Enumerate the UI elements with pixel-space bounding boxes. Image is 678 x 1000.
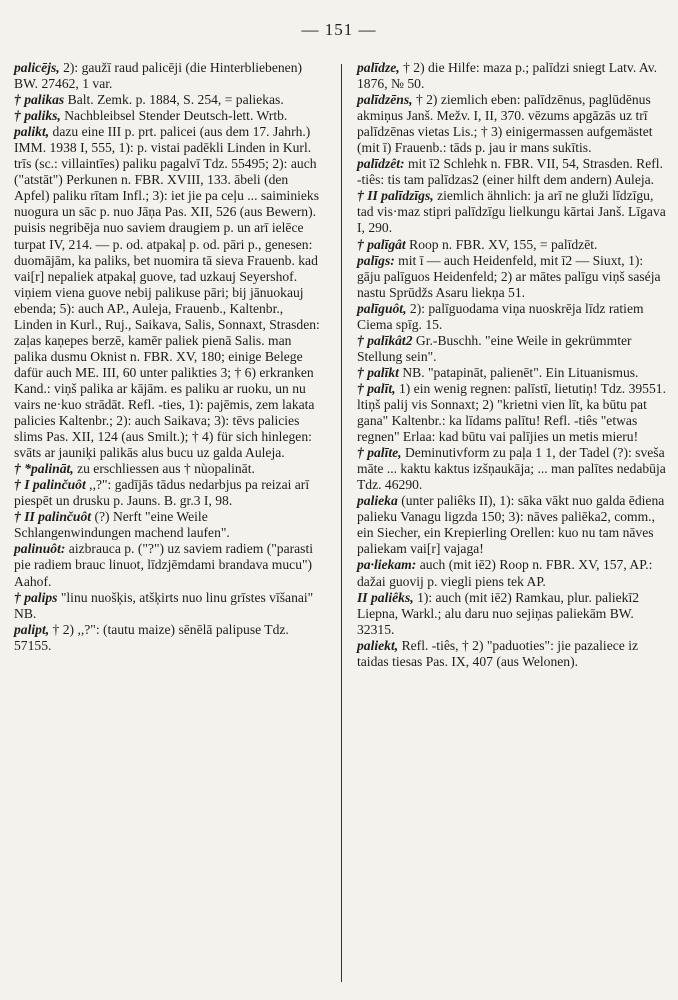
dictionary-entry <box>14 92 324 108</box>
dictionary-entry <box>357 92 669 156</box>
entry-headword: † palips <box>14 589 58 605</box>
entry-headword: † II palinčuôt <box>14 509 92 525</box>
dictionary-entry <box>357 445 669 493</box>
dictionary-entry <box>357 493 669 557</box>
entry-text: † 2) ziemlich eben: palīdzēnus, paglūdēnus akmiņus Janš. Mežv. I, II, 370. vēzums apgāzās uz trī palīdzēnas vietas Lis.; † 3) einigermassen aufgemästet (mit ī) Frauenb.: tāds p. jau ir mans sukītis. <box>357 92 653 156</box>
entry-headword: palīdzêt: <box>357 156 405 172</box>
dictionary-entry <box>14 108 324 124</box>
entry-text: auch (mit iē2) Roop n. FBR. XV, 157, AP.: dažai guovij p. viegli piens tek AP. <box>357 557 653 589</box>
entry-headword: † palīkt <box>357 364 399 380</box>
entry-text: 2): palīguodama viņa nuoskrēja līdz ratiem Ciema spīg. 15. <box>357 300 644 332</box>
dictionary-entry <box>357 301 669 333</box>
dictionary-entry <box>14 541 324 589</box>
entry-headword: † palikas <box>14 92 65 108</box>
entry-headword: palipt, <box>14 621 50 637</box>
dictionary-entry <box>357 590 669 638</box>
entry-text: mit ī2 Schlehk n. FBR. VII, 54, Strasden. Refl. -tiês: tis tam palīdzas2 (einer hilft dem andern) Auleja. <box>357 156 663 188</box>
entry-text: Deminutivform zu paļa 1 1, der Tadel (?): sveša māte ... kaktu kaktus izšņaukāja; ... man palītes nedabūja Tdz. 46290. <box>357 445 666 493</box>
entry-headword: † I palinčuôt <box>14 477 86 493</box>
dictionary-entry <box>14 622 324 654</box>
entry-text: 1): auch (mit iē2) Ramkau, plur. paliekī2 Liepna, Warkl.; alu daru nuo sejiņas paliekām BW. 32315. <box>357 589 640 637</box>
dictionary-entry <box>357 60 669 92</box>
entry-text: (?) Nerft "eine Weile Schlangenwindungen machend laufen". <box>14 509 230 541</box>
dictionary-entry <box>357 365 669 381</box>
entry-headword: palīdze, <box>357 60 400 75</box>
dictionary-entry <box>357 253 669 301</box>
entry-headword: palīdzēns, <box>357 92 413 108</box>
dictionary-entry <box>14 590 324 622</box>
entry-headword: † *palināt, <box>14 461 74 477</box>
dictionary-entry <box>14 124 324 461</box>
entry-text: Refl. -tiês, † 2) "paduoties": jie pazaliece iz taidas tiesas Pas. IX, 407 (aus Welonen). <box>357 637 638 669</box>
entry-text: 1) ein wenig regnen: palīstī, lietutiņ! Tdz. 39551. ltiņš palij vis Sonnaxt; 2) "krietni vien līt, ka būtu pat gana" Kaltenbr.: ka līdams palītu! Refl. -tiês "etwas regnen" Erlaa: kad būtu vai palījies un metis mieru! <box>357 380 666 445</box>
dictionary-entry <box>14 60 324 92</box>
entry-text: ,,?": gadījās tādus nedarbjus pa reizai arī piespēt un drusku p. Jauns. B. gr.3 I, 98. <box>14 477 310 509</box>
entry-text: NB. "patapināt, palienēt". Ein Lituanismus. <box>402 364 639 380</box>
entry-text: aizbrauca p. ("?") uz saviem radiem ("parasti pie radiem brauc linuot, līdzjēmdami brandava mucu") Aahof. <box>14 541 314 589</box>
entry-headword: palicējs, <box>14 60 60 75</box>
dictionary-entry <box>357 188 669 236</box>
entry-text: † 2) ,,?": (tautu maize) sēnēlā palipuse Tdz. 57155. <box>14 621 289 653</box>
entry-headword: palieka <box>357 493 398 509</box>
dictionary-entry <box>357 381 669 445</box>
entry-headword: † palīkât2 <box>357 332 413 348</box>
entry-headword: † palīgât <box>357 236 406 252</box>
entry-text: Gr.-Buschh. "eine Weile in gekrümmter Stellung sein". <box>357 332 632 364</box>
entry-text: (unter paliêks II), 1): sāka vākt nuo galda ēdiena palieku Vanagu ligzda 150; 3): nāves paliēka2, comm., ein Siecher, ein Krepierling Orellen: kuo nu tam nāves paliekam vai[r] vajaga! <box>357 493 665 557</box>
dictionary-entry <box>357 237 669 253</box>
column-divider <box>341 64 342 982</box>
dictionary-entry <box>14 509 324 541</box>
entry-text: zu erschliessen aus † nùopalināt. <box>77 461 255 477</box>
dictionary-entry <box>357 333 669 365</box>
entry-text: † 2) die Hilfe: maza p.; palīdzi sniegt Latv. Av. 1876, № 50. <box>357 60 658 92</box>
right-column <box>357 60 669 670</box>
dictionary-entry <box>14 461 324 477</box>
entry-text: Balt. Zemk. p. 1884, S. 254, = paliekas. <box>67 92 284 108</box>
entry-text: "linu nuošķis, atšķirts nuo linu grīstes vīšanai" NB. <box>14 589 314 621</box>
entry-headword: II paliêks, <box>357 589 414 605</box>
entry-headword: † palīt, <box>357 380 396 396</box>
dictionary-entry <box>357 557 669 589</box>
entry-text: mit ī — auch Heidenfeld, mit ī2 — Siuxt, 1): gāju palīguos Heidenfeld; 2) ar mātes palīgu viņš saséja nastu Sprūdžs Asaru liekņa 51. <box>357 252 661 300</box>
dictionary-entry <box>14 477 324 509</box>
entry-headword: † palīte, <box>357 445 402 461</box>
entry-headword: palīguôt, <box>357 300 407 316</box>
left-column <box>14 60 324 654</box>
entry-headword: palinuôt: <box>14 541 66 557</box>
entry-text: ziemlich ähnlich: ja arī ne gluži līdzīgu, tad vis·maz stipri palīdzīgu lielkungu kārtai Janš. Līgava I, 290. <box>357 188 666 236</box>
entry-text: Nachbleibsel Stender Deutsch-lett. Wrtb. <box>64 108 288 124</box>
entry-headword: † paliks, <box>14 108 61 124</box>
entry-text: 2): gaužī raud palicēji (die Hinterbliebenen) BW. 27462, 1 var. <box>14 60 303 92</box>
entry-headword: palikt, <box>14 124 50 140</box>
entry-headword: pa·liekam: <box>357 557 417 573</box>
dictionary-entry <box>357 638 669 670</box>
entry-text: dazu eine III p. prt. palicei (aus dem 17. Jahrh.) IMM. 1938 I, 555, 1): p. vistai padēkli Linden in Kurl. trīs (sc.: villaintīes) paliku pagalvī Tdz. 55495; 2): auch ("atstāt") Perkunen n. FBR. XVIII, 133. ābeli (den Apfel) paliku rītam Infl.; 3): iet jie pa ceļu ... saiminieks nuogura un sāc p. nuo Jāņa Pas. XII, 526 (aus Bewern). puisis negribēja nuo saviem draugiem p. un arī ielēce turpat IV, 214. — p. od. atpakaļ p. od. pāri p., genesen: duomājām, ka paliks, bet nuomira tā sieva Frauenb. kad vai[r] nepaliek atpakaļ guove, tad uzkauj Seyershof. viņiem viena guove nebij palikuse pāri; bij jānuokauj ebenda; 5): auch AP., Auleja, Frauenb., Kaltenbr., Linden in Kurl., Ruj., Saikava, Salis, Sonnaxt, Strasden: zaļas kaņepes berzē, kamēr paliek pienā Salis. man palika dusmu Oknist n. FBR. XV, 180; einige Belege dafür auch ME. III, 60 unter palikties 3; † 6) erkranken Kand.: viņš palika ar kājām. es paliku ar ruoku, un nu vairs ne·kuo strādāt. Refl. -ties, 1): pajēmis, zem lakata palicies Kaltenbr.; 2): auch Saikava; 3): tēvs palicies slims Pas. XII, 124 (aus Smilt.); † 4) für sich hinlegen: svāts ar jauniķi palikās alus bucu uz galda Auleja. <box>14 124 320 461</box>
entry-headword: paliekt, <box>357 637 399 653</box>
page-number: — 151 — <box>301 20 377 39</box>
entry-headword: † II palīdzīgs, <box>357 188 434 204</box>
entry-text: Roop n. FBR. XV, 155, = palīdzēt. <box>409 236 598 252</box>
entry-headword: palīgs: <box>357 252 395 268</box>
dictionary-entry <box>357 156 669 188</box>
